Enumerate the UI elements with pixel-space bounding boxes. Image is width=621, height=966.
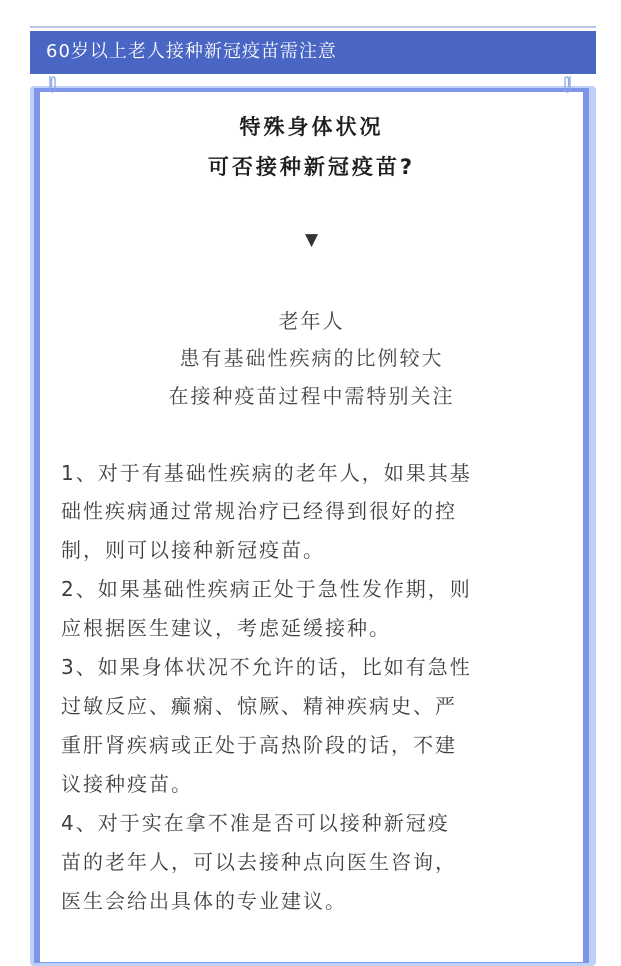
body-line-11: 苗的老年人，可以去接种点向医生咨询， <box>61 850 457 874</box>
header-title: 60岁以上老人接种新冠疫苗需注意 <box>46 41 337 62</box>
section-title-line-2: 可否接种新冠疫苗? <box>207 155 416 179</box>
body-line-10: 4、对于实在拿不准是否可以接种新冠疫 <box>61 811 450 835</box>
paperclip-right-icon <box>563 74 573 94</box>
body-line-8: 重肝肾疾病或正处于高热阶段的话，不建 <box>61 733 457 757</box>
header-top-rule <box>30 26 596 28</box>
intro-line-1: 老年人 <box>278 309 345 333</box>
section-title-line-1: 特殊身体状况 <box>239 115 384 139</box>
body-line-12: 医生会给出具体的专业建议。 <box>61 889 347 913</box>
intro-line-3: 在接种疫苗过程中需特别关注 <box>168 384 455 408</box>
body-line-9: 议接种疫苗。 <box>61 772 193 796</box>
body-line-4: 2、如果基础性疾病正处于急性发作期，则 <box>61 577 472 601</box>
down-triangle-icon: ▼ <box>304 230 319 250</box>
body-line-1: 1、对于有基础性疾病的老年人，如果其基 <box>61 461 472 485</box>
paperclip-left-icon <box>47 74 57 94</box>
body-line-7: 过敏反应、癫痫、惊厥、精神疾病史、严 <box>61 694 457 718</box>
body-line-2: 础性疾病通过常规治疗已经得到很好的控 <box>61 499 457 523</box>
body-line-5: 应根据医生建议，考虑延缓接种。 <box>61 616 391 640</box>
body-line-3: 制，则可以接种新冠疫苗。 <box>61 538 325 562</box>
body-line-6: 3、如果身体状况不允许的话，比如有急性 <box>61 655 472 679</box>
intro-line-2: 患有基础性疾病的比例较大 <box>179 346 444 370</box>
